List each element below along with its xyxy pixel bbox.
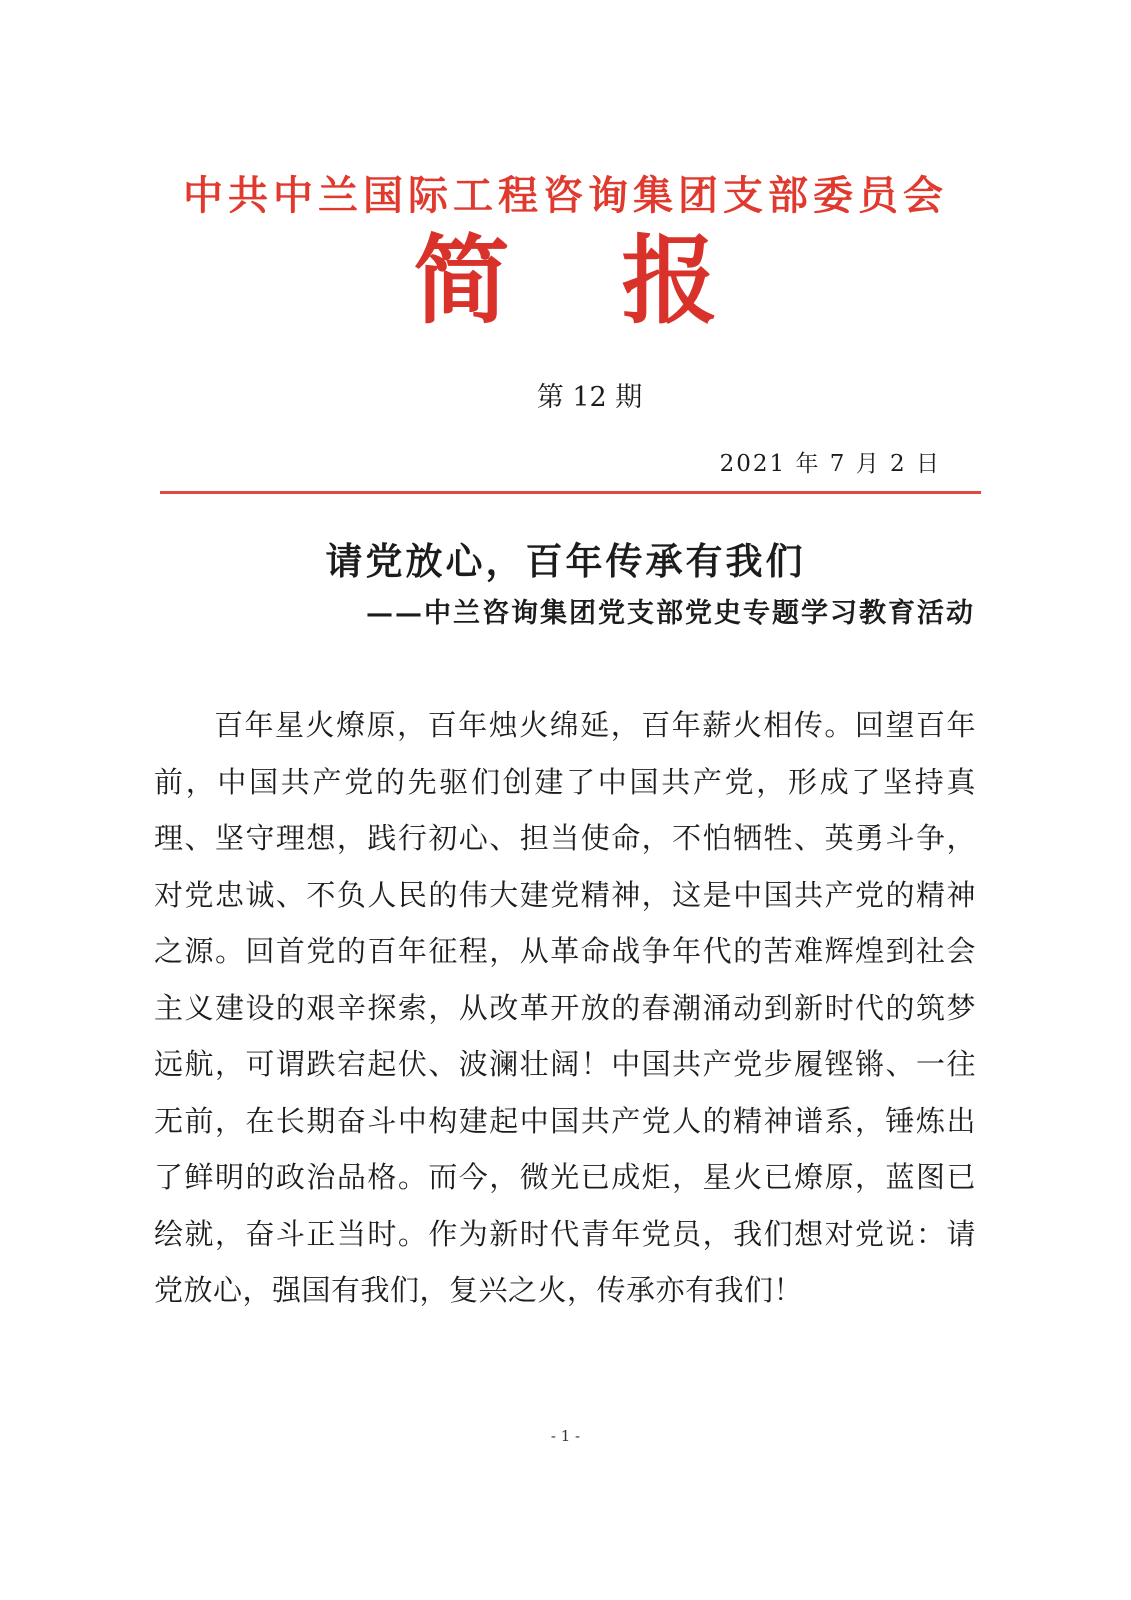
header-divider — [160, 491, 981, 494]
article-body: 百年星火燎原，百年烛火绵延，百年薪火相传。回望百年前，中国共产党的先驱们创建了中国共产党，形成了坚持真理、坚守理想，践行初心、担当使命，不怕牺牲、英勇斗争，对党忠诚、不负人民的伟大建党精神，这是中国共产党的精神之源。回首党的百年征程，从革命战争年代的苦难辉煌到社会主义建设的艰辛探索，从改革开放的春潮涌动到新时代的筑梦远航，可谓跌宕起伏、波澜壮阔！中国共产党步履铿锵、一往无前，在长期奋斗中构建起中国共产党人的精神谱系，锤炼出了鲜明的政治品格。而今，微光已成炬，星火已燎原，蓝图已绘就，奋斗正当时。作为新时代青年党员，我们想对党说：请党放心，强国有我们，复兴之火，传承亦有我们！ — [154, 708, 976, 1307]
article-title: 请党放心，百年传承有我们 — [325, 539, 806, 583]
masthead-title: 简报 — [413, 224, 830, 337]
issue-date: 2021 年 7 月 2 日 — [719, 451, 941, 477]
organization-name: 中共中兰国际工程咨询集团支部委员会 — [183, 173, 948, 219]
article-subtitle: ——中兰咨询集团党支部党史专题学习教育活动 — [366, 598, 975, 629]
page-number: - 1 - — [550, 1427, 581, 1445]
issue-number: 第 12 期 — [536, 382, 643, 413]
